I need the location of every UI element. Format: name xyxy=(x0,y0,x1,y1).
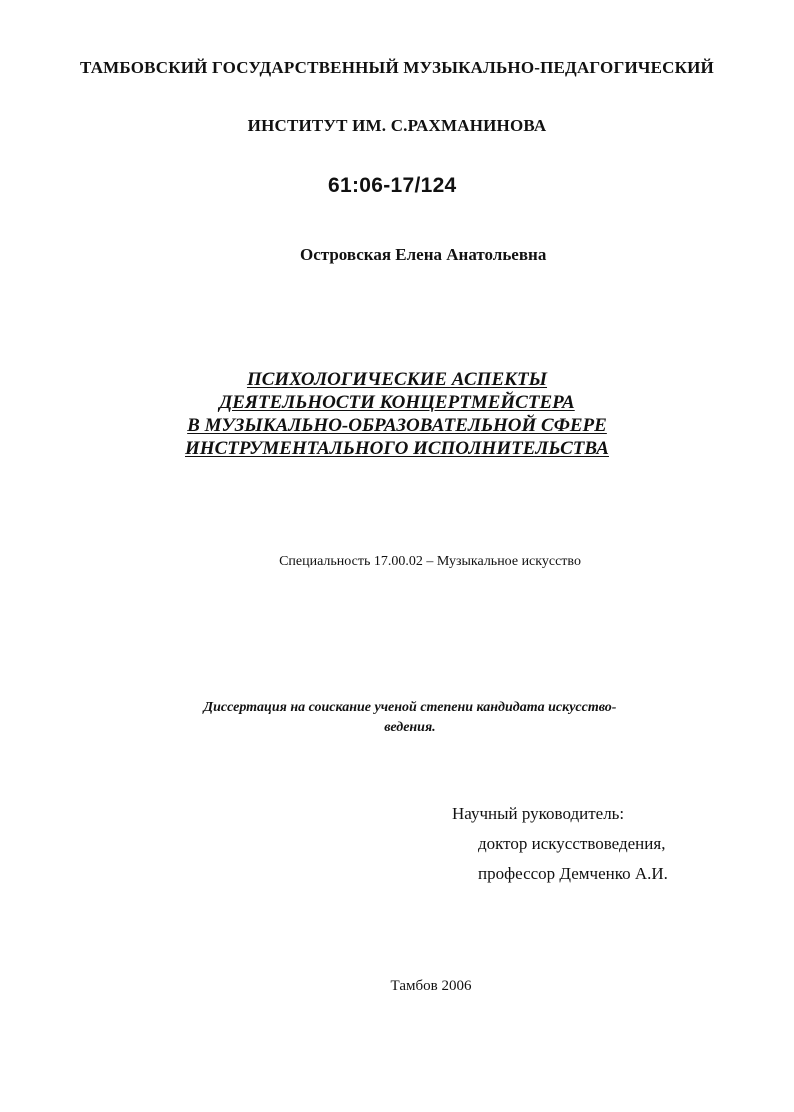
supervisor-degree: доктор искусствоведения, xyxy=(478,834,666,853)
title-line-2: ДЕЯТЕЛЬНОСТИ КОНЦЕРТМЕЙСТЕРА xyxy=(219,392,575,413)
author-name: Островская Елена Анатольевна xyxy=(300,245,547,264)
supervisor-heading: Научный руководитель: xyxy=(452,804,625,823)
title-line-3: В МУЗЫКАЛЬНО-ОБРАЗОВАТЕЛЬНОЙ СФЕРЕ xyxy=(187,415,607,436)
specialty-line: Специальность 17.00.02 – Музыкальное искусство xyxy=(279,554,581,569)
city-and-year: Тамбов 2006 xyxy=(390,978,472,994)
dissertation-line-2: ведения. xyxy=(384,720,436,735)
catalog-code: 61:06-17/124 xyxy=(328,174,457,197)
supervisor-name: профессор Демченко А.И. xyxy=(478,864,668,883)
title-line-4: ИНСТРУМЕНТАЛЬНОГО ИСПОЛНИТЕЛЬСТВА xyxy=(185,438,609,459)
title-line-1: ПСИХОЛОГИЧЕСКИЕ АСПЕКТЫ xyxy=(246,369,548,390)
dissertation-title xyxy=(0,368,794,460)
institution-name-line-2: ИНСТИТУТ ИМ. С.РАХМАНИНОВА xyxy=(247,116,547,135)
institution-name-line-1: ТАМБОВСКИЙ ГОСУДАРСТВЕННЫЙ МУЗЫКАЛЬНО-ПЕДАГОГИЧЕСКИЙ xyxy=(80,58,714,77)
dissertation-line-1: Диссертация на соискание ученой степени кандидата искусство- xyxy=(203,700,617,715)
dissertation-degree-statement xyxy=(150,698,670,738)
